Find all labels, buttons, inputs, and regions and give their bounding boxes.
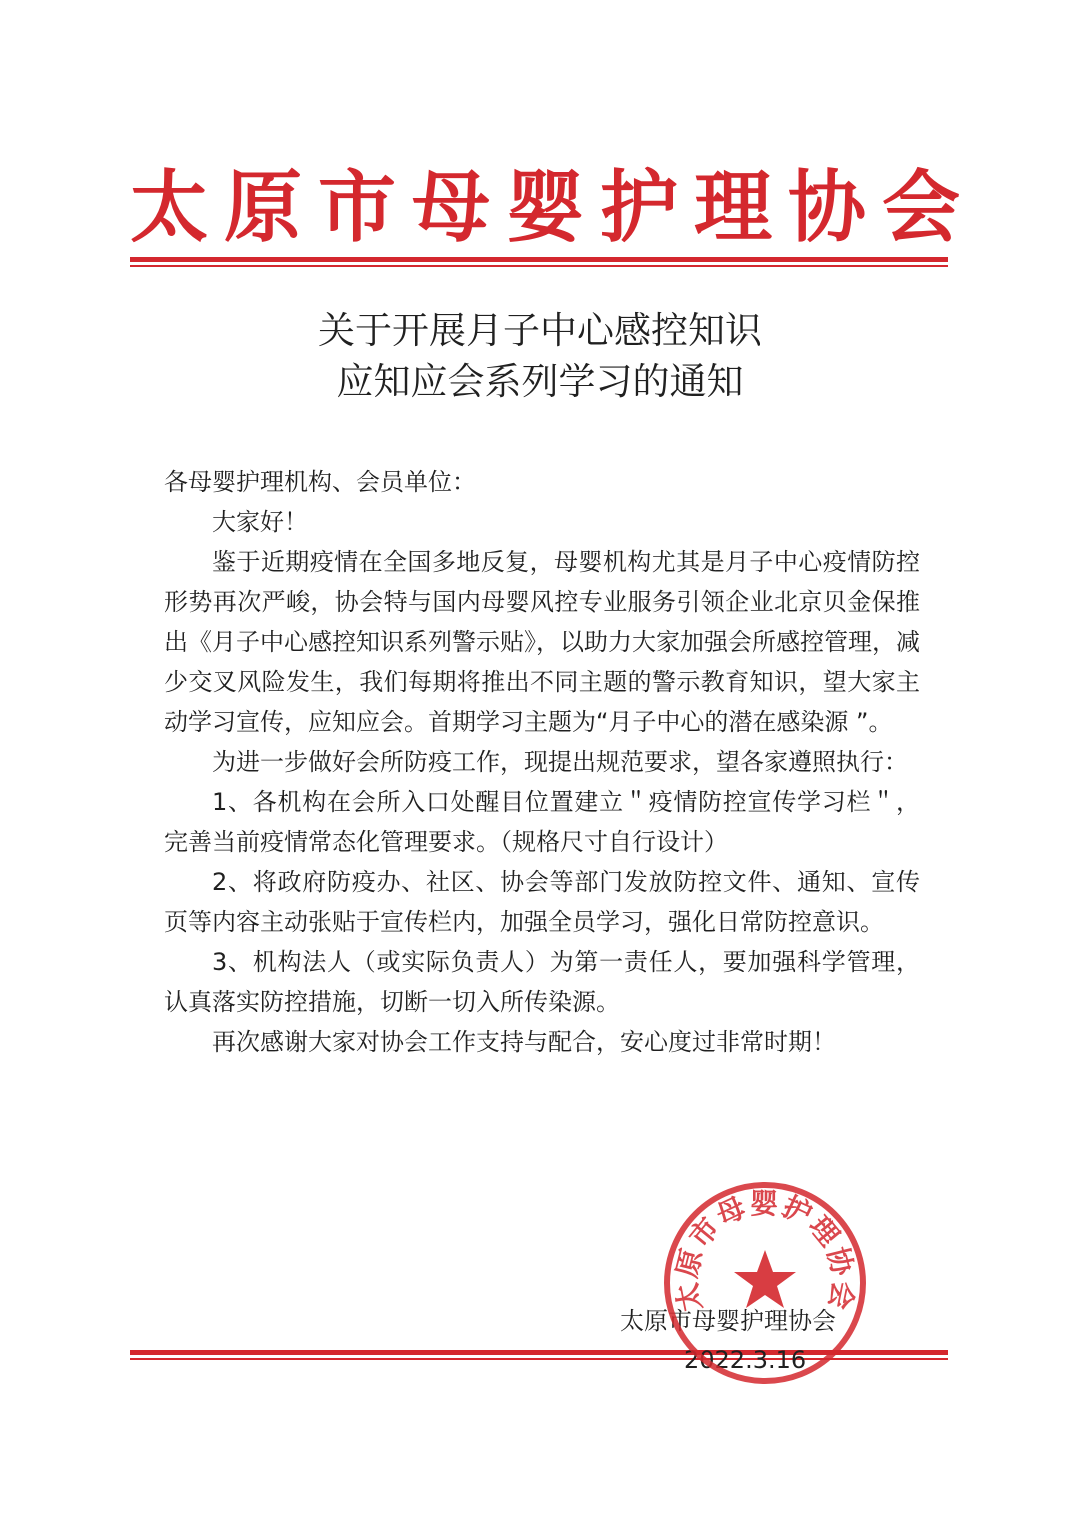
letterhead-divider-top (130, 257, 948, 268)
seal-text: 太原市母婴护理协会 (669, 1187, 861, 1315)
official-seal-stamp (660, 1178, 870, 1388)
signature-org: 太原市母婴护理协会 (620, 1307, 836, 1335)
closing-paragraph: 再次感谢大家对协会工作支持与配合，安心度过非常时期！ (212, 1028, 836, 1056)
document-title-line-1: 关于开展月子中心感控知识 (318, 309, 762, 352)
document-title-line-2: 应知应会系列学习的通知 (336, 360, 744, 403)
org-letterhead: 太原市母婴护理协会 (130, 162, 977, 253)
greeting-paragraph: 大家好！ (212, 508, 308, 536)
requirement-item-1: 1、各机构在会所入口处醒目位置建立＂疫情防控宣传学习栏＂，完善当前疫情常态化管理要求。（规格尺寸自行设计） (164, 788, 920, 856)
star-icon (734, 1250, 796, 1308)
background-paragraph: 鉴于近期疫情在全国多地反复，母婴机构尤其是月子中心疫情防控形势再次严峻，协会特与国内母婴风控专业服务引领企业北京贝金保推出《月子中心感控知识系列警示贴》，以助力大家加强会所感控管理，减少交叉风险发生，我们每期将推出不同主题的警示教育知识，望大家主动学习宣传，应知应会。首期学习主题为“月子中心的潜在感染源 ”。 (164, 548, 920, 736)
requirements-intro-paragraph: 为进一步做好会所防疫工作，现提出规范要求，望各家遵照执行： (212, 748, 908, 776)
requirement-item-2: 2、将政府防疫办、社区、协会等部门发放防控文件、通知、宣传页等内容主动张贴于宣传栏内，加强全员学习，强化日常防控意识。 (164, 868, 920, 936)
requirement-item-3: 3、机构法人（或实际负责人）为第一责任人，要加强科学管理，认真落实防控措施，切断一切入所传染源。 (164, 948, 920, 1016)
salutation: 各母婴护理机构、会员单位： (164, 468, 476, 496)
signature-date: 2022.3.16 (684, 1346, 807, 1374)
document-body (164, 462, 920, 1062)
